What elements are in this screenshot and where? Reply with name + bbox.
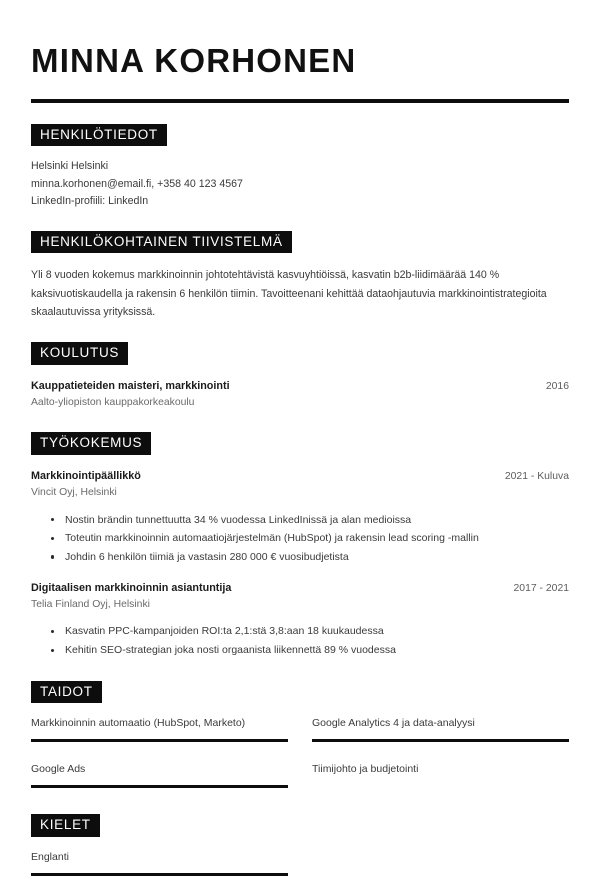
experience-date: 2021 - Kuluva	[504, 470, 569, 482]
section-experience	[31, 432, 569, 659]
list-item: Johdin 6 henkilön tiimiä ja vastasin 280 000 € vuosibudjetista	[51, 548, 569, 567]
languages-list	[31, 850, 569, 876]
section-skills	[31, 681, 569, 794]
contact-linkedin[interactable]: LinkedIn-profiili: LinkedIn	[31, 194, 149, 207]
contact-location: Helsinki Helsinki	[31, 160, 109, 173]
skill-item	[312, 747, 569, 793]
contact-email-phone: minna.korhonen@email.fi, +358 40 123 4567	[31, 177, 243, 190]
experience-entry	[31, 580, 569, 660]
language-label: Englanti	[31, 850, 69, 863]
skill-label: Google Ads	[31, 763, 86, 776]
section-heading-education: KOULUTUS	[31, 342, 128, 365]
section-contact	[31, 124, 569, 210]
education-degree: Kauppatieteiden maisteri, markkinointi	[31, 379, 230, 392]
experience-date: 2017 - 2021	[513, 582, 569, 594]
skill-rule	[312, 785, 569, 788]
section-heading-experience: TYÖKOKEMUS	[31, 432, 151, 455]
experience-entry	[31, 468, 569, 567]
experience-bullet-list	[31, 622, 569, 659]
skill-rule	[312, 739, 569, 742]
experience-bullet-list	[31, 511, 569, 567]
skill-label: Markkinoinnin automaatio (HubSpot, Marketo)	[31, 717, 246, 730]
skills-grid	[31, 716, 569, 793]
section-heading-summary: HENKILÖKOHTAINEN TIIVISTELMÄ	[31, 231, 292, 254]
section-heading-contact: HENKILÖTIEDOT	[31, 124, 167, 147]
skill-label: Google Analytics 4 ja data-analyysi	[312, 717, 475, 730]
education-date: 2016	[545, 380, 569, 392]
list-item: Kehitin SEO-strategian joka nosti orgaanista liikennettä 89 % vuodessa	[51, 641, 569, 660]
skill-item	[31, 716, 288, 747]
section-heading-skills: TAIDOT	[31, 681, 102, 704]
list-item: Toteutin markkinoinnin automaatiojärjestelmän (HubSpot) ja rakensin lead scoring -mallin	[51, 529, 569, 548]
skill-rule	[31, 785, 288, 788]
skill-item	[31, 747, 288, 793]
section-summary	[31, 231, 569, 321]
section-heading-languages: KIELET	[31, 814, 100, 837]
skill-item	[312, 716, 569, 747]
experience-entry-header	[31, 580, 569, 597]
skill-label: Tiimijohto ja budjetointi	[312, 763, 419, 776]
experience-job-title: Digitaalisen markkinoinnin asiantuntija	[31, 581, 232, 594]
page-title: MINNA KORHONEN	[31, 42, 357, 79]
education-entry-header	[31, 378, 569, 395]
list-item: Nostin brändin tunnettuutta 34 % vuodessa LinkedInissä ja alan medioissa	[51, 511, 569, 530]
experience-job-title: Markkinointipäällikkö	[31, 469, 141, 482]
education-entry	[31, 378, 569, 412]
section-education	[31, 342, 569, 411]
section-languages	[31, 814, 569, 876]
list-item: Kasvatin PPC-kampanjoiden ROI:ta 2,1:stä 3,8:aan 18 kuukaudessa	[51, 622, 569, 641]
experience-entry-header	[31, 468, 569, 485]
summary-text: Yli 8 vuoden kokemus markkinoinnin johtotehtävistä kasvuyhtiöissä, kasvatin b2b-liidimäärää 140 % kaksivuotiskaudella ja rakensin 6 henkilön tiimin. Tavoitteenani kehittää dataohjautuvia markkinointistrategioita skaalautuvissa yrityksissä.	[31, 269, 547, 318]
experience-company: Telia Finland Oyj, Helsinki	[31, 599, 150, 611]
experience-company: Vincit Oyj, Helsinki	[31, 487, 117, 499]
skill-rule	[31, 739, 288, 742]
contact-details	[31, 158, 569, 209]
language-item	[31, 850, 288, 876]
education-institution: Aalto-yliopiston kauppakorkeakoulu	[31, 397, 195, 409]
header-divider	[31, 99, 569, 103]
